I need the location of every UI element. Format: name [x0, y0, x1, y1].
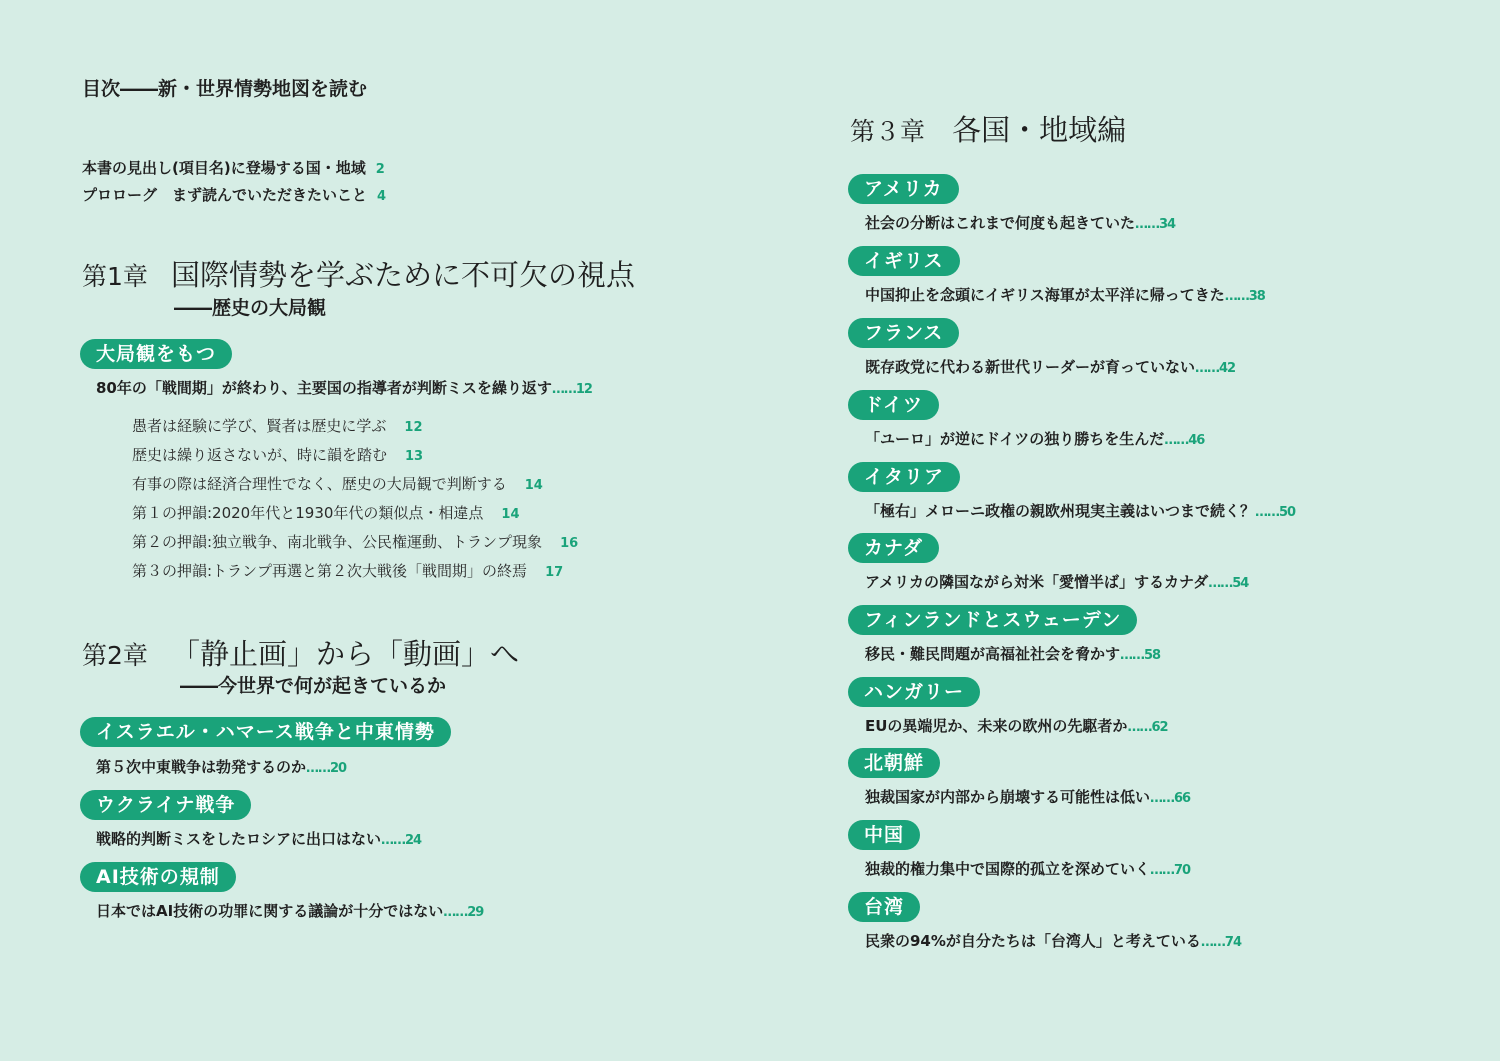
page-number: 12 [575, 382, 592, 397]
front-matter-item[interactable] [82, 184, 386, 205]
toc-entry[interactable] [865, 212, 1175, 233]
section-label-pill: イギリス [848, 246, 960, 276]
chapter1-heading [82, 253, 635, 294]
entry-text: 第５次中東戦争は勃発するのか [96, 758, 307, 776]
toc-entry[interactable] [96, 756, 346, 777]
toc-entry[interactable] [96, 377, 592, 398]
chapter3-heading [850, 108, 1126, 149]
toc-entry[interactable] [865, 643, 1160, 664]
dot-leader: …… [1255, 505, 1280, 520]
entry-text: 戦略的判断ミスをしたロシアに出口はない [96, 830, 382, 848]
section-label-pill: イスラエル・ハマース戦争と中東情勢 [80, 717, 451, 747]
toc-subentry[interactable] [132, 415, 423, 436]
page-number: 58 [1144, 648, 1161, 663]
page-number: 74 [1224, 935, 1241, 950]
subentry-text: 第３の押韻:トランプ再選と第２次大戦後「戦間期」の終焉 [132, 562, 528, 580]
section-label-pill: ハンガリー [848, 677, 980, 707]
dot-leader: …… [1208, 576, 1233, 591]
dot-leader: …… [381, 833, 406, 848]
page-number: 24 [405, 833, 422, 848]
dot-leader: …… [1224, 289, 1249, 304]
entry-text: 中国抑止を念頭にイギリス海軍が太平洋に帰ってきた [865, 286, 1225, 304]
entry-text: 民衆の94%が自分たちは「台湾人」と考えている [865, 932, 1201, 950]
dot-leader: …… [306, 761, 331, 776]
page-number: 54 [1232, 576, 1249, 591]
page-number: 12 [404, 420, 423, 435]
front-matter-item[interactable] [82, 157, 385, 178]
page-number: 29 [467, 905, 484, 920]
page-number: 50 [1279, 505, 1296, 520]
section-label-pill: アメリカ [848, 174, 959, 204]
entry-text: 「ユーロ」が逆にドイツの独り勝ちを生んだ [865, 430, 1165, 448]
chapter2-heading [82, 632, 519, 673]
entry-text: 80年の「戦間期」が終わり、主要国の指導者が判断ミスを繰り返す [96, 379, 552, 397]
subentry-text: 歴史は繰り返さないが、時に韻を踏む [132, 446, 388, 464]
chapter-number: 第1章 [82, 262, 148, 291]
entry-text: 「極右」メローニ政権の親欧州現実主義はいつまで続く？ [865, 502, 1256, 520]
section-label-pill: フランス [848, 318, 959, 348]
toc-subentry[interactable] [132, 444, 423, 465]
entry-text: 独裁的権力集中で国際的孤立を深めていく [865, 860, 1151, 878]
entry-text: 日本ではAI技術の功罪に関する議論が十分ではない [96, 902, 444, 920]
toc-subentry[interactable] [132, 502, 520, 523]
toc-entry[interactable] [865, 571, 1248, 592]
section-label-pill: 台湾 [848, 892, 920, 922]
toc-entry[interactable] [865, 500, 1295, 521]
toc-entry[interactable] [865, 428, 1204, 449]
page-number: 17 [545, 565, 564, 580]
entry-text: 独裁国家が内部から崩壊する可能性は低い [865, 788, 1151, 806]
page-number: 16 [560, 536, 579, 551]
page-number: 4 [377, 189, 387, 204]
chapter-title: 各国・地域編 [952, 113, 1127, 147]
entry-text: アメリカの隣国ながら対米「愛憎半ば」するカナダ [865, 573, 1209, 591]
toc-entry[interactable] [865, 930, 1241, 951]
dot-leader: …… [551, 382, 576, 397]
chapter-number: 第2章 [82, 641, 148, 670]
dot-leader: …… [1164, 433, 1189, 448]
chapter-subtitle: ――今世界で何が起きているか [180, 675, 447, 697]
dot-leader: …… [1120, 648, 1145, 663]
toc-entry[interactable] [865, 284, 1265, 305]
section-label-pill: 北朝鮮 [848, 748, 940, 778]
page-number: 13 [405, 449, 424, 464]
section-label-pill: 中国 [848, 820, 920, 850]
toc-entry[interactable] [865, 858, 1190, 879]
toc-entry[interactable] [96, 828, 421, 849]
page-number: 14 [501, 507, 520, 522]
page-number: 2 [375, 162, 385, 177]
section-label-pill: 大局観をもつ [80, 339, 232, 369]
dot-leader: …… [1150, 791, 1175, 806]
page-number: 20 [330, 761, 347, 776]
chapter-title: 国際情勢を学ぶために不可欠の視点 [171, 258, 636, 292]
page-number: 70 [1174, 863, 1191, 878]
chapter-title: 「静止画」から「動画」へ [171, 637, 520, 671]
page-number: 38 [1248, 289, 1265, 304]
subentry-text: 第１の押韻:2020年代と1930年代の類似点・相違点 [132, 504, 484, 522]
chapter-subtitle: ――歴史の大局観 [174, 297, 327, 319]
section-label-pill: イタリア [848, 462, 960, 492]
entry-text: 社会の分断はこれまで何度も起きていた [865, 214, 1136, 232]
subentry-text: 愚者は経験に学び、賢者は歴史に学ぶ [132, 417, 387, 435]
dot-leader: …… [1200, 935, 1225, 950]
page-number: 14 [524, 478, 543, 493]
toc-entry[interactable] [865, 786, 1190, 807]
page-number: 66 [1174, 791, 1191, 806]
toc-subentry[interactable] [132, 560, 563, 581]
front-matter-text: プロローグ まず読んでいただきたいこと [82, 186, 368, 204]
entry-text: 既存政党に代わる新世代リーダーが育っていない [865, 358, 1196, 376]
section-label-pill: フィンランドとスウェーデン [848, 605, 1137, 635]
toc-entry[interactable] [865, 715, 1168, 736]
toc-subentry[interactable] [132, 473, 543, 494]
chapter-number: 第３章 [850, 117, 926, 146]
toc-entry[interactable] [96, 900, 483, 921]
dot-leader: …… [1150, 863, 1175, 878]
entry-text: 移民・難民問題が高福祉社会を脅かす [865, 645, 1121, 663]
front-matter-text: 本書の見出し(項目名)に登場する国・地域 [82, 159, 366, 177]
page-number: 62 [1151, 720, 1168, 735]
section-label-pill: AI技術の規制 [80, 862, 236, 892]
page-number: 42 [1219, 361, 1236, 376]
dot-leader: …… [1135, 217, 1160, 232]
entry-text: EUの異端児か、未来の欧州の先駆者か [865, 717, 1128, 735]
dot-leader: …… [1127, 720, 1152, 735]
page-number: 46 [1188, 433, 1205, 448]
toc-entry[interactable] [865, 356, 1235, 377]
dot-leader: …… [1195, 361, 1220, 376]
toc-title: 目次――新・世界情勢地図を読む [82, 78, 368, 100]
page-number: 34 [1159, 217, 1176, 232]
section-label-pill: ドイツ [848, 390, 939, 420]
toc-subentry[interactable] [132, 531, 578, 552]
dot-leader: …… [443, 905, 468, 920]
subentry-text: 有事の際は経済合理性でなく、歴史の大局観で判断する [132, 475, 507, 493]
subentry-text: 第２の押韻:独立戦争、南北戦争、公民権運動、トランプ現象 [132, 533, 543, 551]
section-label-pill: ウクライナ戦争 [80, 790, 251, 820]
section-label-pill: カナダ [848, 533, 939, 563]
